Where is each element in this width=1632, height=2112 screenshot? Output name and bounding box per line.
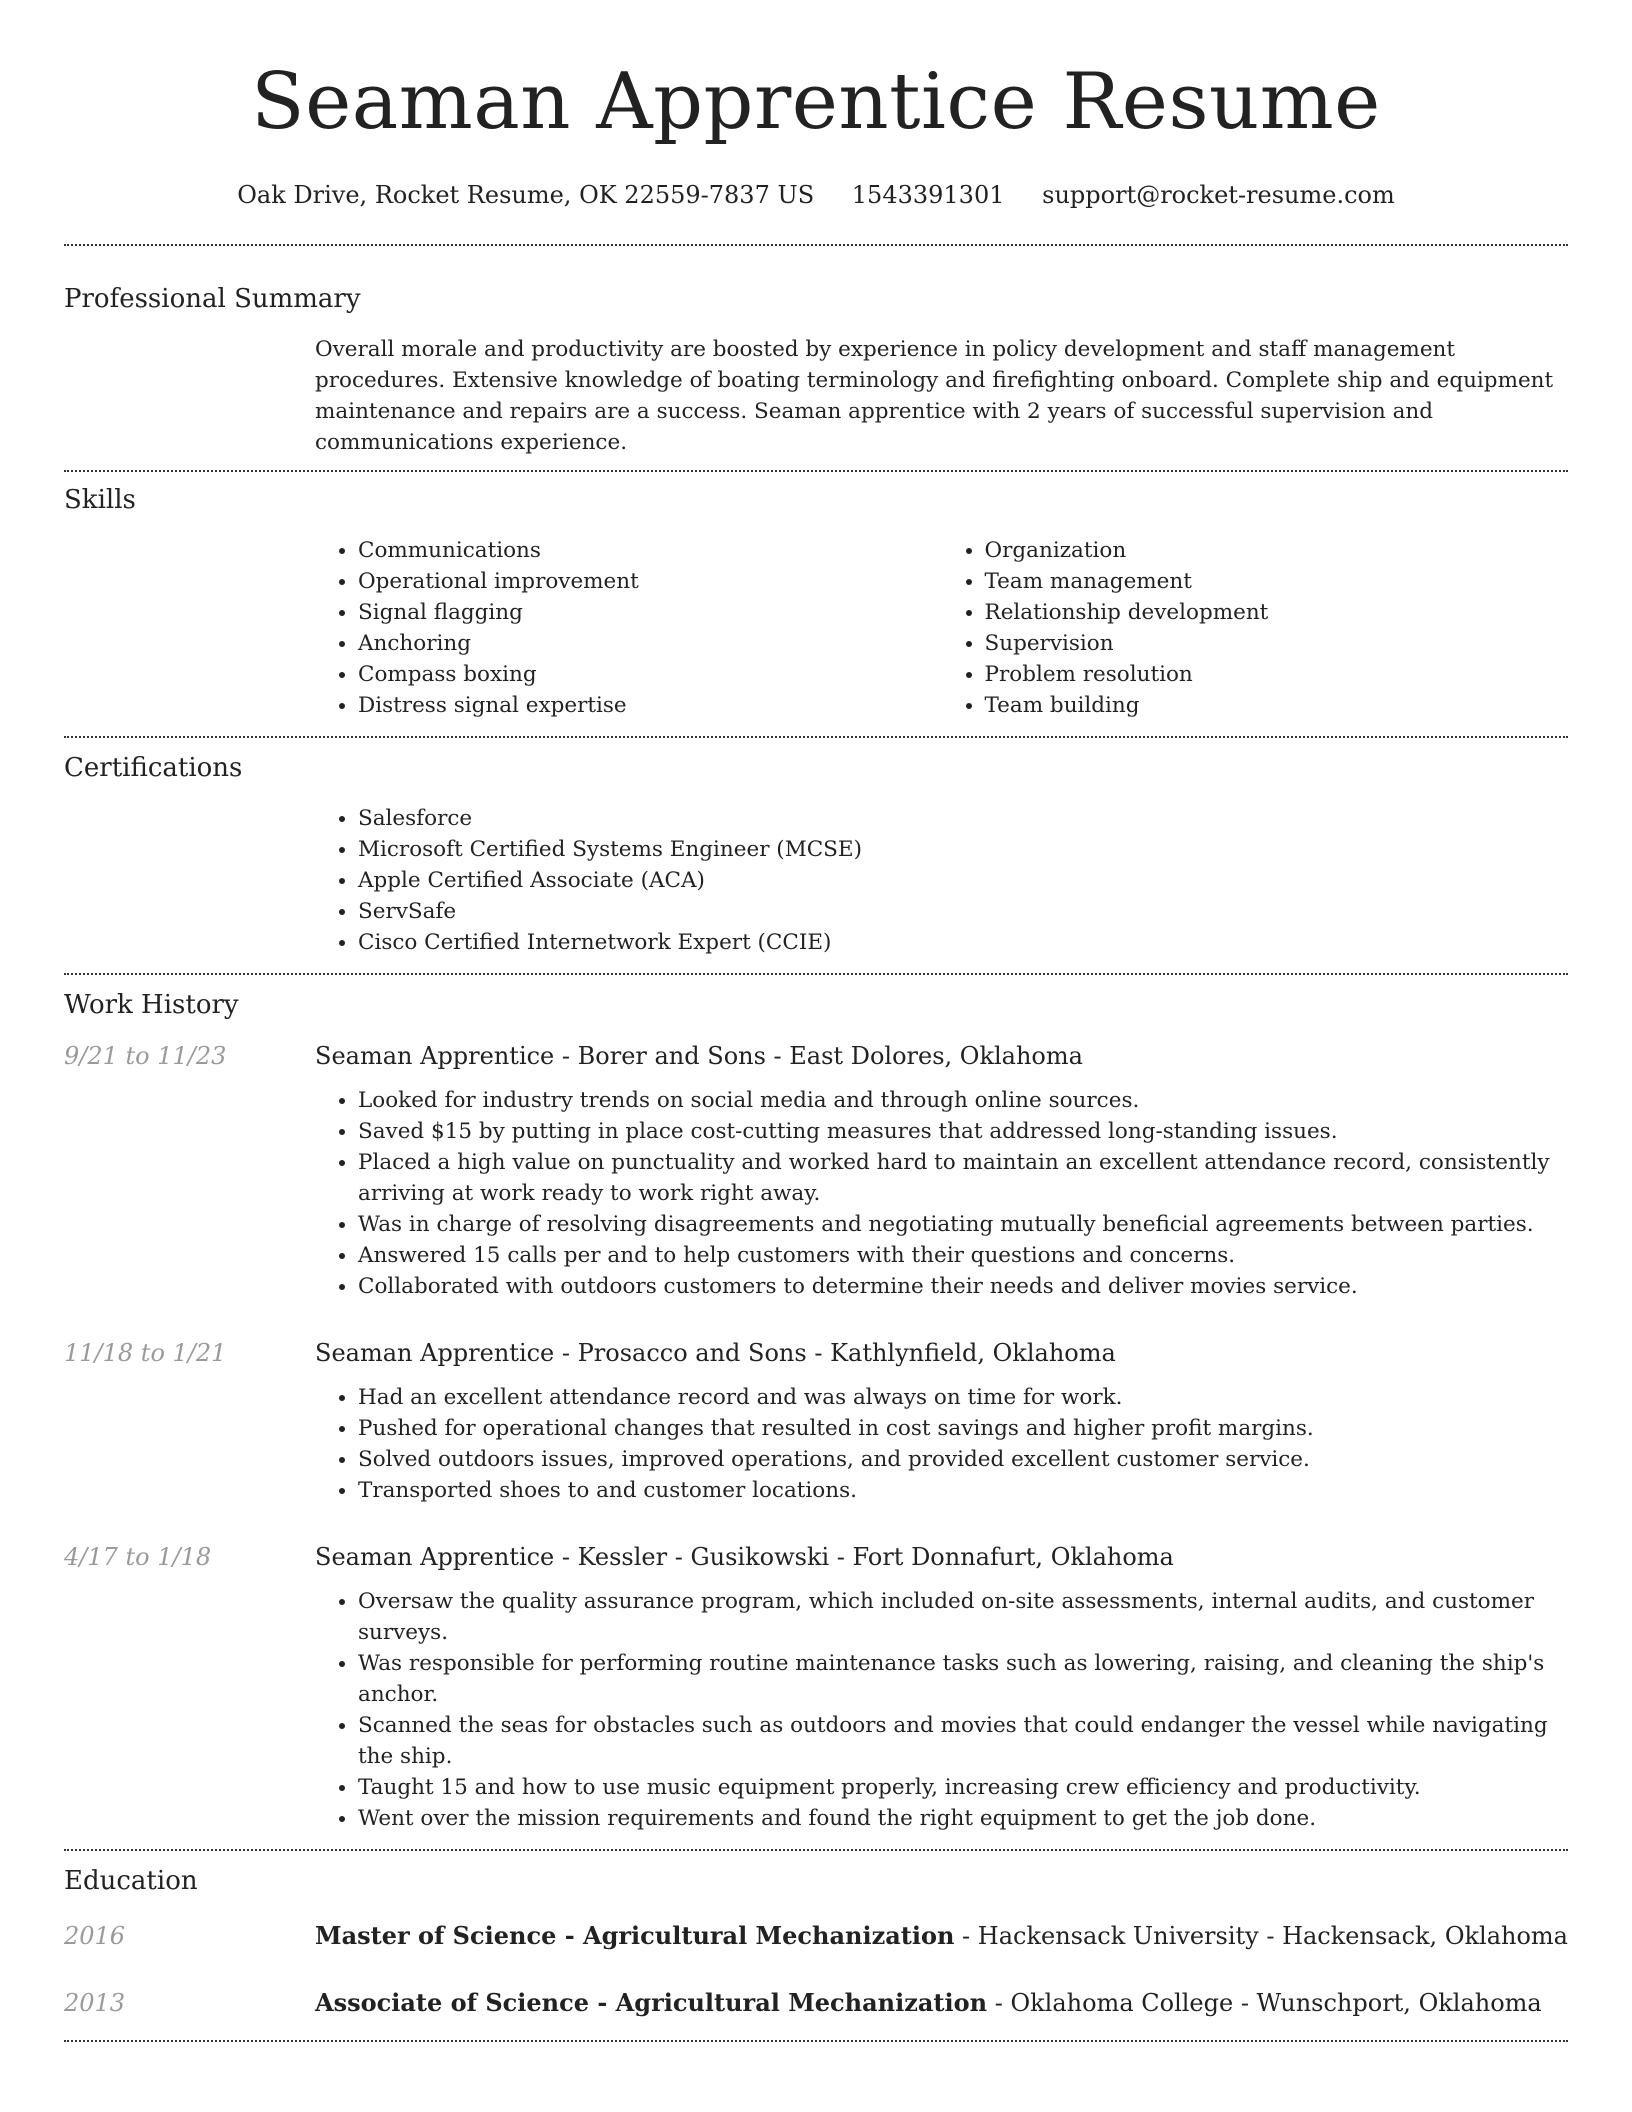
section-title-certifications: Certifications [64,753,243,783]
resume-header [64,0,1568,211]
job-dates: 11/18 to 1/21 [64,1339,227,1367]
skills-section [64,472,1568,736]
degree: Associate of Science - Agricultural Mechanization [315,1988,988,2017]
certifications-list [315,803,1568,973]
job-entry [64,1540,1568,1849]
list-item: • Compass boxing [358,659,942,690]
list-item: • Placed a high value on punctuality and worked hard to maintain an excellent attendance record, consistently arriving at work ready to work right away. [358,1147,1568,1209]
list-item: • Organization [985,535,1569,566]
list-item: • Went over the mission requirements and found the right equipment to get the job done. [358,1803,1568,1834]
section-title-summary: Professional Summary [64,284,361,314]
job-bullets [315,1085,1568,1302]
skills-column-left [315,535,942,721]
job-entry [64,1039,1568,1302]
list-item: • Problem resolution [985,659,1569,690]
education-title [315,1919,1568,1953]
list-item: • Collaborated with outdoors customers to determine their needs and deliver movies service. [358,1271,1568,1302]
education-entry [64,1919,1568,1953]
list-item: • Signal flagging [358,597,942,628]
list-item: • ServSafe [358,896,1568,927]
list-item: • Microsoft Certified Systems Engineer (MCSE) [358,834,1568,865]
skills-column-right [942,535,1569,721]
job-entry [64,1336,1568,1506]
list-item: • Taught 15 and how to use music equipment properly, increasing crew efficiency and productivity. [358,1772,1568,1803]
section-title-skills: Skills [64,485,136,515]
list-item: • Solved outdoors issues, improved operations, and provided excellent customer service. [358,1444,1568,1475]
degree: Master of Science - Agricultural Mechanization [315,1921,955,1950]
school: - Oklahoma College - Wunschport, Oklahoma [987,1989,1542,2017]
list-item: • Had an excellent attendance record and was always on time for work. [358,1382,1568,1413]
education-year: 2013 [64,1989,126,2017]
list-item: • Relationship development [985,597,1569,628]
certifications-section [64,738,1568,973]
list-item: • Communications [358,535,942,566]
list-item: • Apple Certified Associate (ACA) [358,865,1568,896]
phone: 1543391301 [851,181,1005,209]
job-title: Seaman Apprentice - Borer and Sons - East Dolores, Oklahoma [315,1042,1083,1070]
list-item: • Oversaw the quality assurance program, which included on-site assessments, internal audits, and customer surveys. [358,1586,1568,1648]
list-item: • Team building [985,690,1569,721]
summary-text: Overall morale and productivity are boosted by experience in policy development and staff management procedures. Extensive knowledge of boating terminology and firefighting onboard. Complete ship and equipment maintenance and repairs are a success. Seaman apprentice with 2 years of successful supervision and communications experience. [315,337,1554,455]
list-item: • Looked for industry trends on social media and through online sources. [358,1085,1568,1116]
page-title: Seaman Apprentice Resume [251,57,1381,147]
job-bullets [315,1586,1568,1834]
job-dates: 9/21 to 11/23 [64,1042,227,1070]
list-item: • Answered 15 calls per and to help customers with their questions and concerns. [358,1240,1568,1271]
job-bullets [315,1382,1568,1506]
list-item: • Supervision [985,628,1569,659]
list-item: • Team management [985,566,1569,597]
skills-list [315,535,1568,736]
list-item: • Saved $15 by putting in place cost-cutting measures that addressed long-standing issues. [358,1116,1568,1147]
divider [64,2040,1568,2042]
contact-line [64,179,1568,211]
education-entry [64,1986,1568,2040]
email: support@rocket-resume.com [1042,181,1395,209]
job-title: Seaman Apprentice - Kessler - Gusikowski - Fort Donnafurt, Oklahoma [315,1543,1174,1571]
list-item: • Distress signal expertise [358,690,942,721]
section-title-work-history: Work History [64,990,239,1020]
job-title: Seaman Apprentice - Prosacco and Sons - Kathlynfield, Oklahoma [315,1339,1116,1367]
education-section [64,1851,1568,2040]
summary-section [64,246,1568,470]
education-title [315,1986,1542,2020]
list-item: • Scanned the seas for obstacles such as outdoors and movies that could endanger the vessel while navigating the ship. [358,1710,1568,1772]
job-dates: 4/17 to 1/18 [64,1543,212,1571]
list-item: • Cisco Certified Internetwork Expert (CCIE) [358,927,1568,958]
address: Oak Drive, Rocket Resume, OK 22559-7837 US [237,181,815,209]
list-item: • Was responsible for performing routine maintenance tasks such as lowering, raising, and cleaning the ship's anchor. [358,1648,1568,1710]
list-item: • Operational improvement [358,566,942,597]
list-item: • Anchoring [358,628,942,659]
list-item: • Pushed for operational changes that resulted in cost savings and higher profit margins. [358,1413,1568,1444]
list-item: • Was in charge of resolving disagreements and negotiating mutually beneficial agreements between parties. [358,1209,1568,1240]
list-item: • Salesforce [358,803,1568,834]
work-history-section [64,975,1568,1849]
list-item: • Transported shoes to and customer locations. [358,1475,1568,1506]
section-title-education: Education [64,1866,198,1896]
education-year: 2016 [64,1922,126,1950]
school: - Hackensack University - Hackensack, Oklahoma [954,1922,1568,1950]
